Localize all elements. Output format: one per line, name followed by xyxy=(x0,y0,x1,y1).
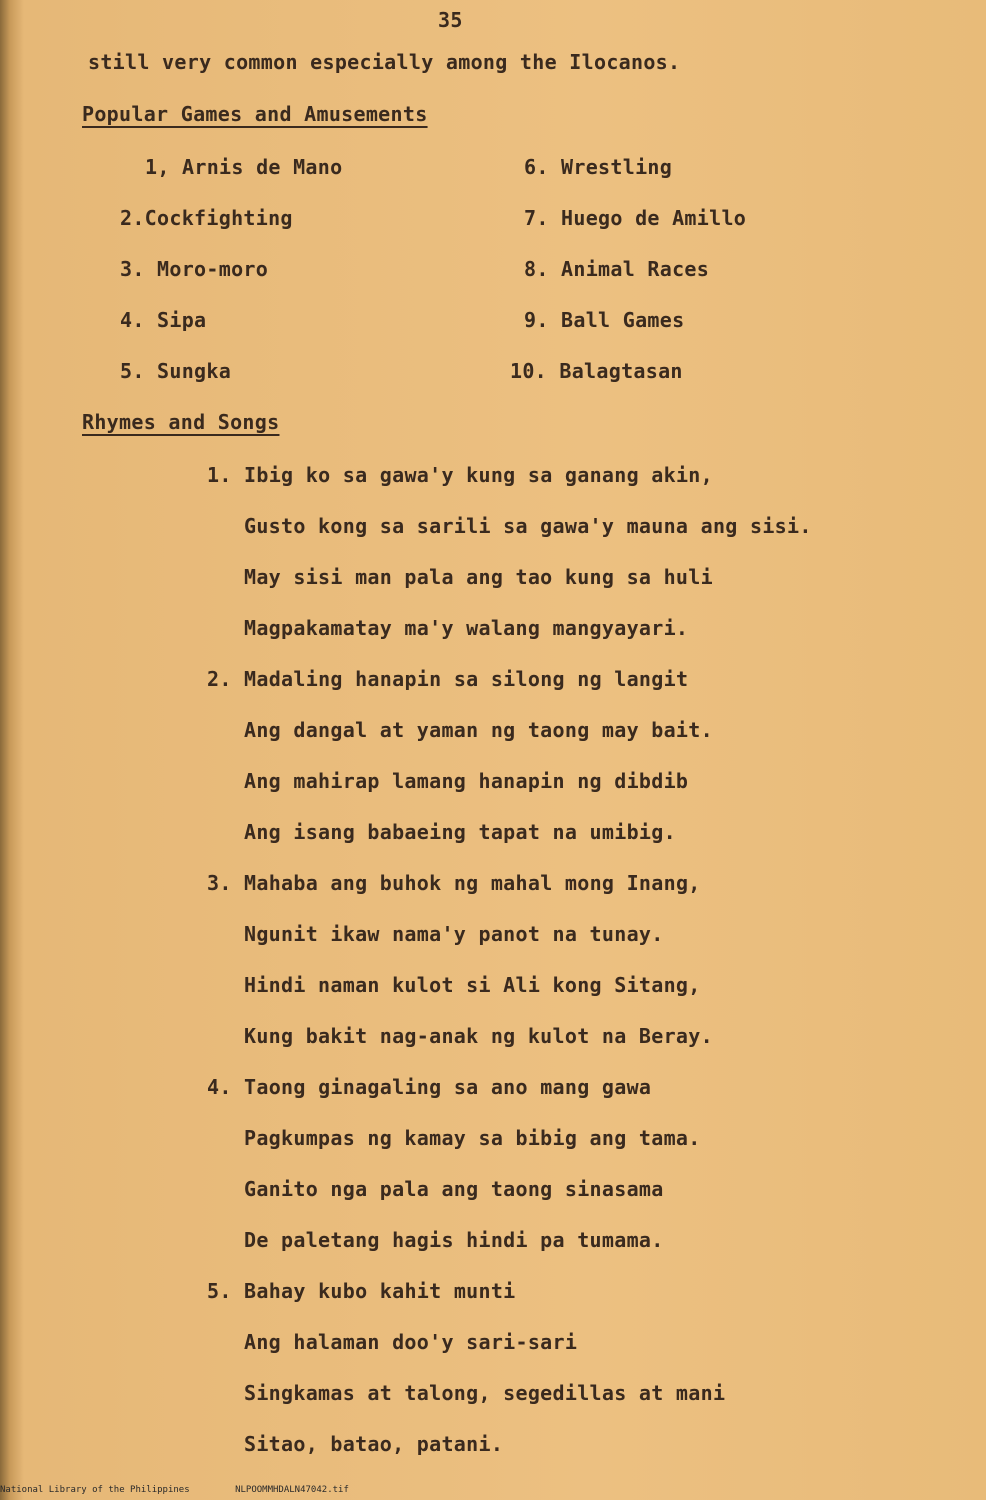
intro-line: still very common especially among the Ilocanos. xyxy=(88,50,681,74)
page-number: 35 xyxy=(438,8,463,32)
rhyme-line: 1. Ibig ko sa gawa'y kung sa ganang akin, xyxy=(207,463,713,487)
game-item: 10. Balagtasan xyxy=(510,359,683,383)
game-item: 3. Moro-moro xyxy=(120,257,269,281)
game-item: 5. Sungka xyxy=(120,359,232,383)
game-item: 6. Wrestling xyxy=(524,155,673,179)
rhyme-line: Singkamas at talong, segedillas at mani xyxy=(244,1381,726,1405)
game-item: 9. Ball Games xyxy=(524,308,685,332)
rhyme-line: 3. Mahaba ang buhok ng mahal mong Inang, xyxy=(207,871,701,895)
rhyme-line: 2. Madaling hanapin sa silong ng langit xyxy=(207,667,689,691)
game-item: 8. Animal Races xyxy=(524,257,710,281)
rhyme-line: 5. Bahay kubo kahit munti xyxy=(207,1279,516,1303)
games-heading: Popular Games and Amusements xyxy=(82,102,428,126)
rhyme-line: Gusto kong sa sarili sa gawa'y mauna ang sisi. xyxy=(244,514,812,538)
rhyme-line: Kung bakit nag-anak ng kulot na Beray. xyxy=(244,1024,713,1048)
rhyme-line: Ang dangal at yaman ng taong may bait. xyxy=(244,718,713,742)
game-item: 4. Sipa xyxy=(120,308,207,332)
rhyme-line: Ngunit ikaw nama'y panot na tunay. xyxy=(244,922,664,946)
game-item: 1, Arnis de Mano xyxy=(145,155,343,179)
rhyme-line: Magpakamatay ma'y walang mangyayari. xyxy=(244,616,689,640)
scan-footer xyxy=(0,1485,389,1495)
game-item: 2.Cockfighting xyxy=(120,206,293,230)
rhyme-line: Hindi naman kulot si Ali kong Sitang, xyxy=(244,973,701,997)
game-item: 7. Huego de Amillo xyxy=(524,206,747,230)
rhyme-line: 4. Taong ginagaling sa ano mang gawa xyxy=(207,1075,652,1099)
rhyme-line: Pagkumpas ng kamay sa bibig ang tama. xyxy=(244,1126,701,1150)
rhyme-line: May sisi man pala ang tao kung sa huli xyxy=(244,565,713,589)
rhymes-heading: Rhymes and Songs xyxy=(82,410,280,434)
rhyme-line: Sitao, batao, patani. xyxy=(244,1432,504,1456)
rhyme-line: Ang halaman doo'y sari-sari xyxy=(244,1330,578,1354)
rhyme-line: De paletang hagis hindi pa tumama. xyxy=(244,1228,664,1252)
rhyme-line: Ganito nga pala ang taong sinasama xyxy=(244,1177,664,1201)
footer-file: NLPOOMMHDALN47042.tif xyxy=(235,1485,349,1495)
rhyme-line: Ang mahirap lamang hanapin ng dibdib xyxy=(244,769,689,793)
footer-library: National Library of the Philippines xyxy=(0,1485,190,1495)
rhyme-line: Ang isang babaeing tapat na umibig. xyxy=(244,820,676,844)
